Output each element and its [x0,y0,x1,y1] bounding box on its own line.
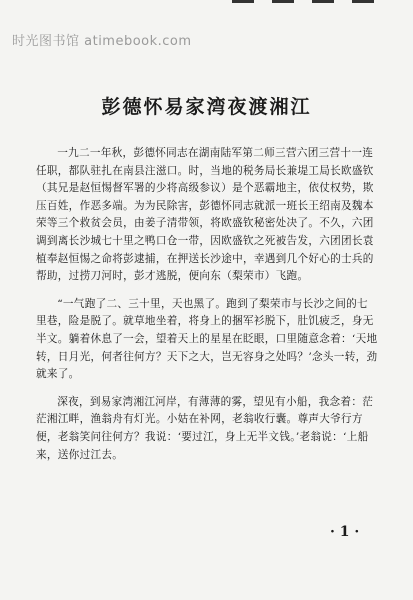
paragraph: 深夜，到易家湾湘江河岸，有薄薄的雾，望见有小船，我念着：茫茫湘江畔，渔翁舟有灯光。小姑在补网，老翁收行囊。尊声大爷行方便，老翁笑问往何方？我说：‘要过江，身上无半文钱。’老翁说：‘上船来，送你过江去。 [36,395,374,461]
paragraph: 一九二一年秋，彭德怀同志在湖南陆军第二师三营六团三营十一连任职，都队驻扎在南县注滋口。时，当地的税务局长兼堤工局长欧盛钦（其兄是赵恒惕督军署的少将高级参议）是个恶霸地主，依仗权势，欺压百姓，作恶多端。为为民除害，彭德怀同志就派一班长王绍南及魏本荣等三个救贫会员，由姜子清带领，将欧盛钦秘密处决了。不久，六团调到离长沙城七十里之鸭口仓一带，因欧盛钦之死被告发，六团团长袁植奉赵恒惕之命将彭逮捕，在押送长沙途中，幸遇到几个好心的士兵的帮助，过捞刀河时，彭才逃脱，便向东（梨荣市）飞跑。 [36,147,374,283]
page-number: · 1 · [330,524,360,540]
scan-mark [232,0,254,3]
scan-mark [312,0,334,3]
scan-mark [352,0,374,3]
body-text [36,145,378,464]
watermark: 时光图书馆 atimebook.com [12,34,192,49]
paragraph: “一气跑了二、三十里，天也黑了。跑到了梨荣市与长沙之间的七里巷，险是脱了。就草地坐着，将身上的捆军衫脱下，肚饥疲乏，身无半文。躺着休息了一会，望着天上的星星在眨眼，口里随意念着：‘天地转，日月光，何者往何方？天下之大，岂无容身之处吗？’念头一转，劲就来了。 [36,297,378,381]
scan-mark [272,0,294,3]
page-title: 彭德怀易家湾夜渡湘江 [101,96,312,118]
scan-edge-marks [232,0,374,3]
